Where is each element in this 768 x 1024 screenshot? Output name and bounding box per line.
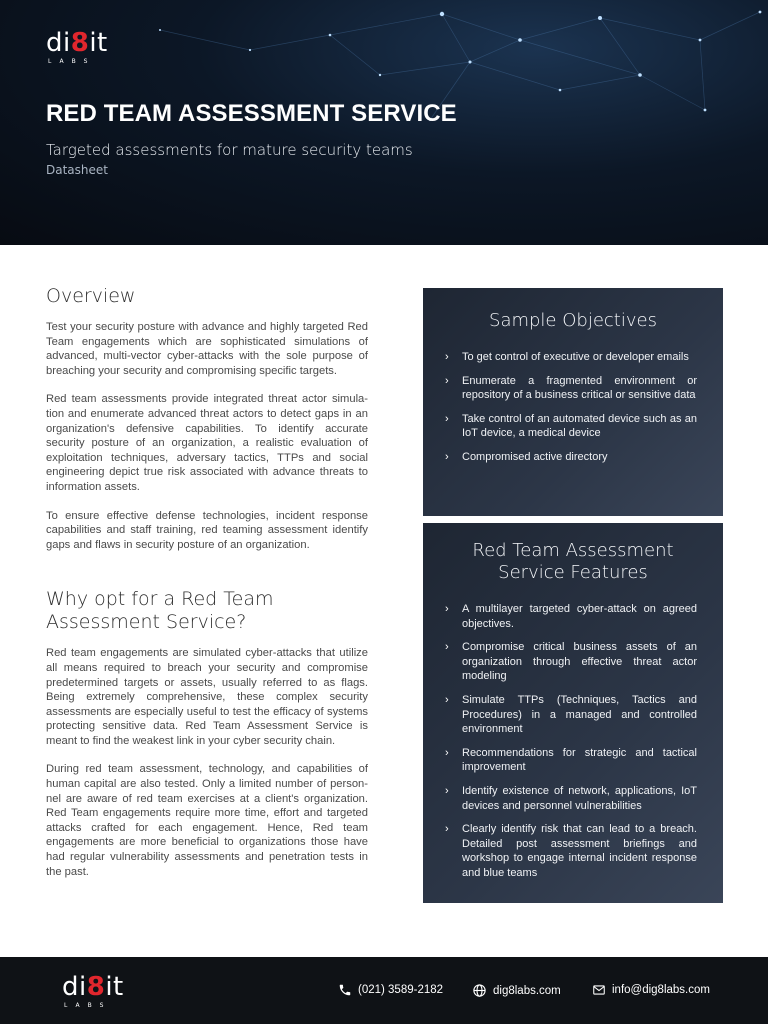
website-link: dig8labs.com [493,984,561,997]
chevron-right-icon: › [445,823,449,836]
chevron-right-icon: › [445,450,449,463]
why-paragraph: Red team engagements are simulated cyber-attacks that utilize all means required to breach your security and compromise predetermined targets or assets, usually referred to as flags. Being extremely comprehensive, these complex security assessments are especially useful to test the efficacy of systems protecting sensitive data. Red Team Assessment Service is meant to find the weakest link in your cyber security chain. [46,647,368,747]
why-heading: Why opt for a Red Team Assessment Service? [46,588,274,634]
email-link: info@dig8labs.com [612,984,710,996]
overview-paragraph: To ensure effective defense technologies, incident response capabilities and staff training, red teaming assessment identify gaps and flaws in security posture of an organization. [46,509,368,551]
contact-email[interactable] [592,983,710,997]
document-type: Datasheet [46,163,108,177]
objectives-panel [423,288,723,516]
globe-icon [472,983,487,998]
chevron-right-icon: › [445,412,449,425]
hero-banner [0,0,768,245]
footer [0,957,768,1024]
features-panel [423,523,723,903]
company-logo: di8it LABS [46,28,108,65]
contact-phone[interactable] [338,983,443,997]
features-title: Red Team Assessment Service Features [472,540,674,583]
page-subtitle: Targeted assessments for mature security teams [46,141,413,159]
overview-paragraph: Red team assessments provide integrated threat actor simula-tion and enumerate advanced threat actors to detect gaps in an organization's defensive capabilities. To identify accurate security posture of an organization, a realistic evaluation of exploitation techniques, adversary tactics, TTPs and social engineering depict true risk associated with advance threats to information assets. [46,393,368,493]
main-content [46,285,368,879]
list-item: › Simulate TTPs (Techniques, Tactics and Procedures) in a managed and controlled environment [445,693,697,736]
objectives-title: Sample Objectives [489,310,657,331]
chevron-right-icon: › [445,746,449,759]
chevron-right-icon: › [445,784,449,797]
chevron-right-icon: › [445,351,449,363]
overview-heading: Overview [46,285,136,307]
footer-logo: di8it LABS [62,972,124,1009]
page-title: RED TEAM ASSESSMENT SERVICE [46,100,457,127]
chevron-right-icon: › [445,603,449,615]
list-item: › Take control of an automated device such as an IoT device, a medical device [445,412,697,440]
phone-icon [338,983,352,997]
chevron-right-icon: › [445,374,449,387]
list-item: › Compromised active directory [445,450,608,463]
list-item: › Compromise critical business assets of an organization through effective threat actor modeling [445,641,697,683]
phone-text: (021) 3589-2182 [358,984,444,996]
chevron-right-icon: › [445,641,449,654]
overview-paragraph: Test your security posture with advance and highly targeted Red Team engagements which are sophisticated simulations of advanced, multi-vector cyber-attacks with the sole purpose of breaching your security and compromising specific targets. [46,321,368,377]
contact-website[interactable] [472,983,561,998]
list-item: › Recommendations for strategic and tactical improvement [445,746,697,774]
mail-icon [592,983,606,997]
objectives-list [445,350,697,465]
list-item: › To get control of executive or developer emails [445,351,689,363]
list-item: › Enumerate a fragmented environment or repository of a business critical or sensitive data [445,374,697,402]
why-paragraph: During red team assessment, technology, and capabilities of human capital are also tested. Only a limited number of person-nel are aware of red team exercises at a client's organization. Red Team engagements require more time, effort and targeted attacks crafted for each engagement. Hence, Red team engagements are more beneficial to organizations those have had regular vulnerability assessments and penetration tests in the past. [46,763,368,878]
chevron-right-icon: › [445,693,449,706]
list-item: › A multilayer targeted cyber-attack on agreed objectives. [445,603,697,630]
list-item: › Clearly identify risk that can lead to a breach. Detailed post assessment briefings and workshop to engage internal incident response and blue teams [445,823,697,879]
features-list [445,602,697,881]
list-item: › Identify existence of network, applications, IoT devices and personnel vulnerabilities [445,784,697,812]
